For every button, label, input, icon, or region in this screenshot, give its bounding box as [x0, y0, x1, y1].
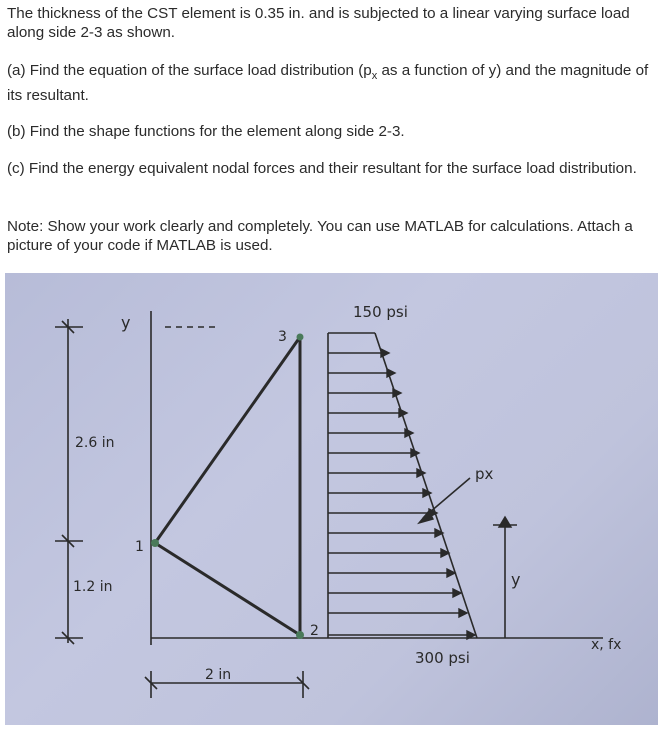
figure-photo — [5, 273, 658, 725]
problem-part-c: (c) Find the energy equivalent nodal forces and their resultant for the surface load distribution. — [7, 160, 637, 177]
node-2-marker — [296, 631, 304, 639]
y-arrow-head — [499, 517, 511, 527]
load-arrow — [328, 589, 461, 597]
node-2-label: 2 — [310, 623, 319, 639]
problem-part-b: (b) Find the shape functions for the element along side 2-3. — [7, 123, 405, 140]
y-arrow-label: y — [511, 570, 521, 589]
load-px-label: px — [475, 465, 494, 483]
load-arrow — [328, 369, 395, 377]
load-arrow — [328, 409, 407, 417]
problem-part-a: (a) Find the equation of the surface load distribution ($p_x$ as a function of y) and the magnitude of its resultant. — [7, 62, 649, 105]
node-1-marker — [151, 539, 159, 547]
problem-note: Note: Show your work clearly and completely. You can use MATLAB for calculations. Attach a picture of your code if MATLAB is used. — [7, 218, 633, 254]
load-bottom-label: 300 psi — [415, 649, 470, 667]
load-arrow — [328, 389, 401, 397]
node-markers — [151, 334, 304, 640]
element-side-1-3 — [155, 337, 300, 543]
load-arrow — [328, 429, 413, 437]
dimension-bottom-label: 2 in — [205, 667, 232, 683]
load-arrow-group — [328, 349, 511, 639]
load-arrow — [328, 569, 455, 577]
dimension-lower-label: 1.2 in — [73, 579, 113, 595]
element-diagram — [5, 273, 658, 725]
load-arrow — [328, 549, 449, 557]
node-1-label: 1 — [135, 539, 144, 555]
dimension-upper-label: 2.6 in — [75, 435, 115, 451]
problem-intro: The thickness of the CST element is 0.35 in. and is subjected to a linear varying surface load along side 2-3 as shown. — [7, 5, 630, 41]
load-arrow — [328, 489, 431, 497]
load-arrow — [328, 449, 419, 457]
load-top-label: 150 psi — [353, 303, 408, 321]
node-3-label: 3 — [278, 329, 287, 345]
load-arrow — [328, 609, 467, 617]
load-arrow — [328, 509, 437, 517]
y-axis-label: y — [121, 313, 131, 332]
load-arrow — [328, 469, 425, 477]
load-arrow — [328, 349, 389, 357]
x-axis-label: x, fx — [591, 637, 622, 653]
load-arrow — [328, 529, 443, 537]
element-side-1-2 — [155, 543, 300, 635]
node-3-marker — [297, 334, 304, 341]
